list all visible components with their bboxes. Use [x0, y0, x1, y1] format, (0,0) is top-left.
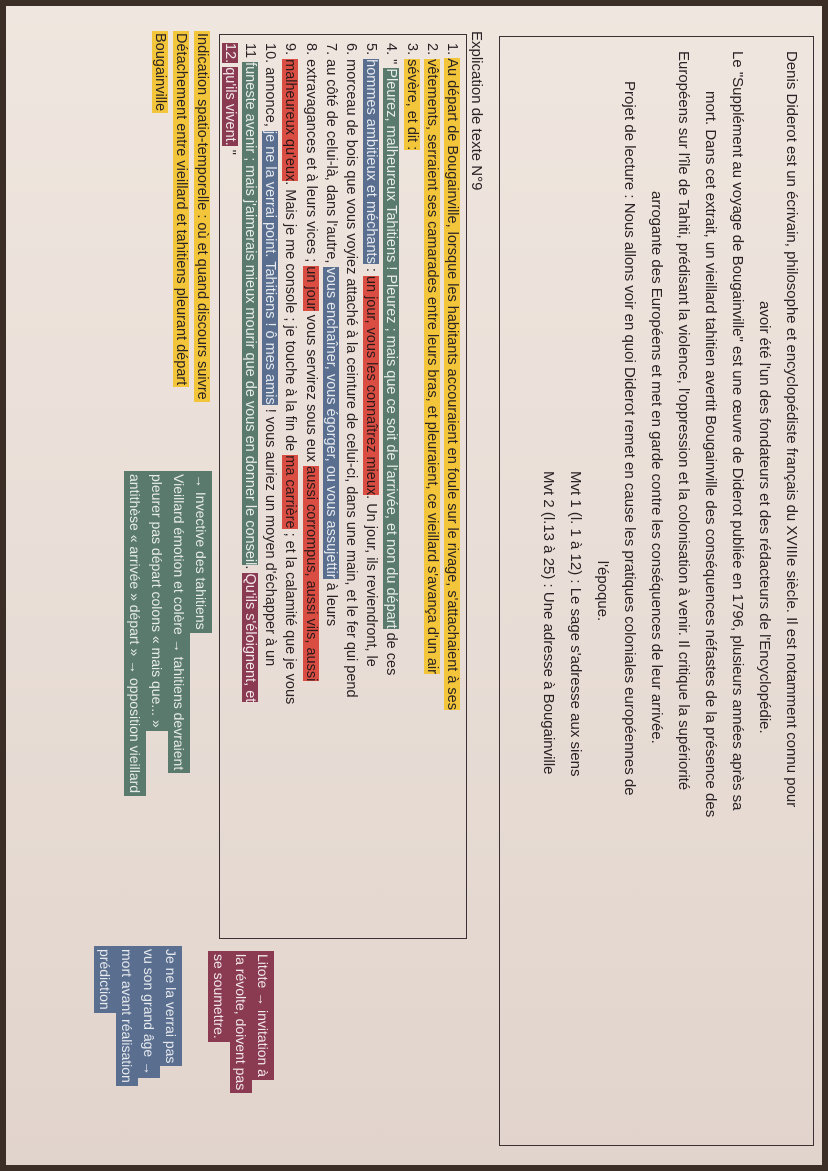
note-detachement: Détachement entre vieillard et tahitiens pleurant départ: [173, 33, 189, 386]
highlight-blue: . Tahitiens ! ô mes amis: [262, 253, 279, 405]
text-segment: ! vous auriez un moyen d'échapper à un: [262, 404, 279, 667]
line-number: 12.: [221, 43, 238, 64]
movement-1: Mvt 1 (l. 1 à 12) : Le sage s'adresse aux siens: [567, 471, 584, 777]
text-segment: ": [221, 145, 238, 155]
highlight-purple: Qu'ils s'éloignent, et: [241, 573, 258, 703]
highlight-green: funeste avenir ; mais j'aimerais mieux mourir que de vous en donner le conseil: [241, 62, 258, 566]
highlight-red: malheureux qu'eux: [282, 59, 299, 182]
note-litote: se soumettre.: [208, 951, 230, 1042]
highlight-red: un jour: [302, 266, 319, 311]
text-line: [381, 43, 401, 930]
reading-project: Projet de lecture : Nous allons voir en quoi Diderot remet en cause les pratiques coloniales européennes de: [621, 81, 638, 796]
highlight-green: Pleurez, malheureux Tahitiens ! Pleurez ; mais que ce soit de l'arrivée, et non du départ: [383, 68, 400, 629]
text-line: [321, 43, 341, 930]
line-number: 7.: [322, 43, 339, 56]
text-segment: ": [383, 59, 400, 69]
note-litote: la révolte, doivent pas: [230, 951, 252, 1093]
highlight-yellow: sévère, et dit :: [403, 59, 420, 151]
document-page: [6, 6, 822, 1165]
line-number: 6.: [342, 43, 359, 56]
text-line: [220, 43, 240, 930]
line-number: 8.: [302, 43, 319, 56]
text-line: [401, 43, 421, 930]
text-segment: . Un jour, ils reviendront, le: [363, 495, 380, 667]
note-verrai: prédiction: [94, 946, 116, 1013]
text-segment: au côté de celui-là, dans l'autre,: [322, 59, 339, 268]
text-segment: morceau de bois que vous voyiez attaché à la ceinture de celui-ci, dans une main, et le fer qui pend: [342, 59, 359, 698]
highlight-yellow: vêtements, serraient ses camarades entre leurs bras, et pleuraient, ce vieillard s'avança d'un air: [423, 59, 440, 674]
intro-line: Européens sur l'île de Tahiti, prédisant la violence, l'oppression et la colonisation à venir. Il critique la supériorité: [675, 51, 692, 791]
line-number: 5.: [363, 43, 380, 56]
line-number: 2.: [423, 43, 440, 56]
text-line: [260, 43, 280, 930]
note-verrai: mort avant réalisation: [116, 946, 138, 1086]
note-verrai: vu son grand âge →: [138, 946, 160, 1078]
note-antithese: antithèse « arrivée » départ » → opposition vieillard: [124, 471, 146, 796]
note-vieillard: Vieillard émotion et colère → tahitiens devraient: [168, 471, 190, 773]
movement-2: Mvt 2 (l.13 à 25) : Une adresse à Bougainville: [540, 471, 557, 775]
text-segment: à leurs: [322, 578, 339, 627]
text-box: [219, 34, 467, 939]
line-number: 3.: [403, 43, 420, 56]
line-number: 4.: [383, 43, 400, 56]
line-number: 10.: [262, 43, 279, 64]
text-segment: extravagances et à leurs vices ;: [302, 59, 319, 267]
intro-line: mort. Dans cet extrait, un vieillard tahitien avertit Bougainville des conséquences néfastes de la présence des: [702, 91, 719, 818]
text-segment: annonce,: [262, 67, 279, 131]
bottom-notes: [149, 31, 212, 402]
intro-line: avoir été l'un des fondateurs et des rédacteurs de l'Encyclopédie.: [756, 301, 773, 734]
highlight-purple: qu'ils vivent.: [221, 67, 238, 146]
highlight-red: aussi corrompus, aussi vils, aussi: [302, 466, 319, 682]
note-bougainville: Bougainville: [152, 33, 168, 112]
highlight-yellow: Au départ de Bougainville, lorsque les habitants accouraient en foule sur le rivage, s'attachaient à ses: [444, 58, 460, 710]
text-line: [341, 43, 361, 930]
note-indication: Indication spatio-temporelle : où et quand discours suivre: [194, 33, 210, 400]
line-number: 11: [241, 43, 258, 59]
text-line: [442, 43, 462, 930]
intro-line: arrogante des Européens et met en garde contre les conséquences de leur arrivée.: [648, 191, 665, 744]
note-invective: → Invective des tahitiens: [190, 471, 212, 633]
highlight-red: ma carrière: [282, 455, 299, 529]
explication-title: Explication de texte N°9: [468, 31, 485, 191]
text-line: [300, 43, 320, 930]
line-number: 1.: [444, 43, 460, 56]
intro-line: l'époque.: [594, 560, 611, 622]
text-line: [240, 43, 260, 930]
intro-line: Denis Diderot est un écrivain, philosophe et encyclopédiste français du XVIIIe siècle. Il est notamment connu pour: [783, 51, 800, 808]
text-segment: vous servirez sous eux: [302, 310, 319, 467]
text-line: [361, 43, 381, 930]
note-verrai: Je ne la verrai pas: [160, 946, 182, 1066]
highlight-red: un jour, vous les connaîtrez mieux: [363, 275, 380, 496]
highlight-blue: vous enchaîner, vous égorger, ou vous assujettir: [322, 267, 339, 579]
text-line: [280, 43, 300, 930]
highlight-blue: hommes ambitieux et méchants: [363, 59, 380, 264]
intro-line: Le "Supplément au voyage de Bougainville" est une œuvre de Diderot publiée en 1796, plusieurs années après sa: [729, 51, 746, 811]
note-pleurer: pleurer pas départ colons « mais que... »: [146, 471, 168, 731]
note-litote: Litote → invitation à: [252, 951, 274, 1080]
text-line: [422, 43, 442, 930]
text-segment: :: [363, 263, 380, 276]
rotated-content: [6, 6, 822, 1165]
text-segment: de ces: [383, 628, 400, 676]
highlight-blue: je ne la verrai point: [262, 130, 279, 254]
text-segment: . Mais je me console ; je touche à la fin de: [282, 181, 299, 456]
line-number: 9.: [282, 43, 299, 56]
intro-box: [499, 36, 814, 1146]
text-segment: ; et la calamité que je vous: [282, 528, 299, 705]
text-segment: .: [241, 565, 258, 574]
